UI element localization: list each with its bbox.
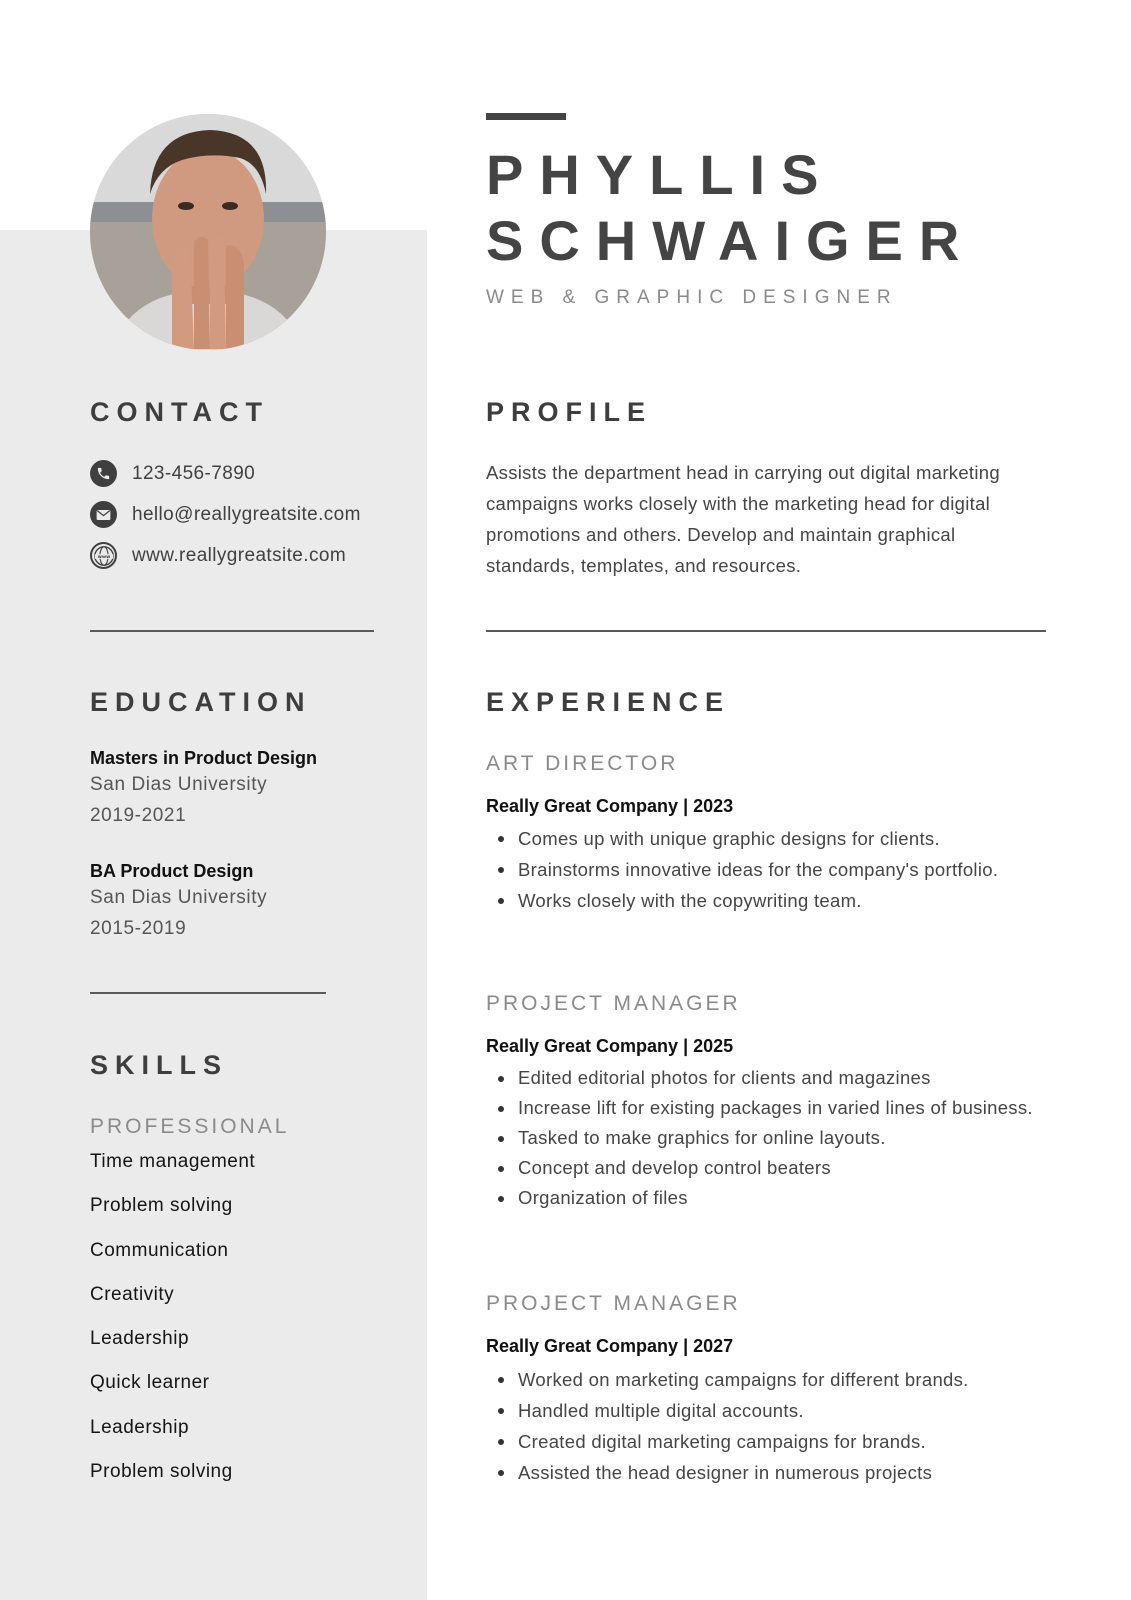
job-bullet: Increase lift for existing packages in varied lines of business. xyxy=(518,1093,1038,1123)
phone-icon xyxy=(90,460,117,487)
job-bullet: Works closely with the copywriting team. xyxy=(518,885,1038,916)
skill-item: Problem solving xyxy=(90,1195,233,1217)
education-degree-2: BA Product Design xyxy=(90,861,254,881)
job-company-2: Really Great Company | 2025 xyxy=(486,1036,734,1056)
job-bullet: Organization of files xyxy=(518,1183,1038,1213)
education-years-2: 2015-2019 xyxy=(90,918,187,939)
email-address: hello@reallygreatsite.com xyxy=(132,503,361,525)
name-first: PHYLLIS xyxy=(486,143,835,206)
contact-email xyxy=(90,501,361,528)
job-bullet: Comes up with unique graphic designs for clients. xyxy=(518,823,1038,854)
job-bullet: Worked on marketing campaigns for different brands. xyxy=(518,1364,1038,1395)
web-icon xyxy=(90,542,117,569)
full-name xyxy=(486,142,975,274)
skill-item: Time management xyxy=(90,1151,256,1172)
skill-item: Creativity xyxy=(90,1283,175,1305)
education-school-1: San Dias University xyxy=(90,774,268,795)
contact-phone xyxy=(90,460,255,487)
name-last: SCHWAIGER xyxy=(486,209,976,272)
job-bullets-3 xyxy=(518,1364,1038,1488)
job-bullet: Assisted the head designer in numerous projects xyxy=(518,1457,1038,1488)
job-bullet: Handled multiple digital accounts. xyxy=(518,1395,1038,1426)
job-subtitle: WEB & GRAPHIC DESIGNER xyxy=(486,287,898,308)
profile-text: Assists the department head in carrying out digital marketing campaigns works closely with the marketing head for digital promotions and others. Develop and maintain graphical standards, templates, and resources. xyxy=(486,462,1000,576)
skill-item: Leadership xyxy=(90,1416,190,1438)
job-bullet: Tasked to make graphics for online layouts. xyxy=(518,1123,1038,1153)
job-bullet: Edited editorial photos for clients and magazines xyxy=(518,1063,1038,1093)
job-bullet: Created digital marketing campaigns for brands. xyxy=(518,1426,1038,1457)
email-icon xyxy=(90,501,117,528)
job-company-1: Really Great Company | 2023 xyxy=(486,796,734,816)
profile-divider xyxy=(486,630,1046,632)
job-company-3: Really Great Company | 2027 xyxy=(486,1336,734,1356)
skills-list xyxy=(90,1151,255,1505)
profile-photo xyxy=(90,114,326,350)
website-url: www.reallygreatsite.com xyxy=(132,544,347,566)
contact-divider xyxy=(90,630,374,632)
job-bullet: Brainstorms innovative ideas for the company's portfolio. xyxy=(518,854,1038,885)
education-years-1: 2019-2021 xyxy=(90,805,187,826)
education-title: EDUCATION xyxy=(90,687,312,717)
job-bullets-2 xyxy=(518,1063,1038,1213)
skill-item: Leadership xyxy=(90,1328,190,1350)
job-bullet: Concept and develop control beaters xyxy=(518,1153,1038,1183)
job-bullets-1 xyxy=(518,823,1038,916)
phone-number: 123-456-7890 xyxy=(132,462,256,484)
skill-item: Quick learner xyxy=(90,1372,210,1394)
svg-text:www: www xyxy=(97,554,110,560)
contact-title: CONTACT xyxy=(90,397,269,427)
skill-item: Problem solving xyxy=(90,1461,233,1483)
skills-title: SKILLS xyxy=(90,1050,229,1080)
education-degree-1: Masters in Product Design xyxy=(90,748,318,768)
header-accent-bar xyxy=(486,113,566,120)
skill-item: Communication xyxy=(90,1239,229,1261)
education-school-2: San Dias University xyxy=(90,887,268,908)
job-title-2: PROJECT MANAGER xyxy=(486,992,741,1015)
profile-title: PROFILE xyxy=(486,397,653,427)
contact-website xyxy=(90,542,346,569)
education-divider xyxy=(90,992,326,994)
skills-subtitle: PROFESSIONAL xyxy=(90,1115,290,1138)
experience-title: EXPERIENCE xyxy=(486,687,731,717)
job-title-1: ART DIRECTOR xyxy=(486,752,679,775)
job-title-3: PROJECT MANAGER xyxy=(486,1292,741,1315)
